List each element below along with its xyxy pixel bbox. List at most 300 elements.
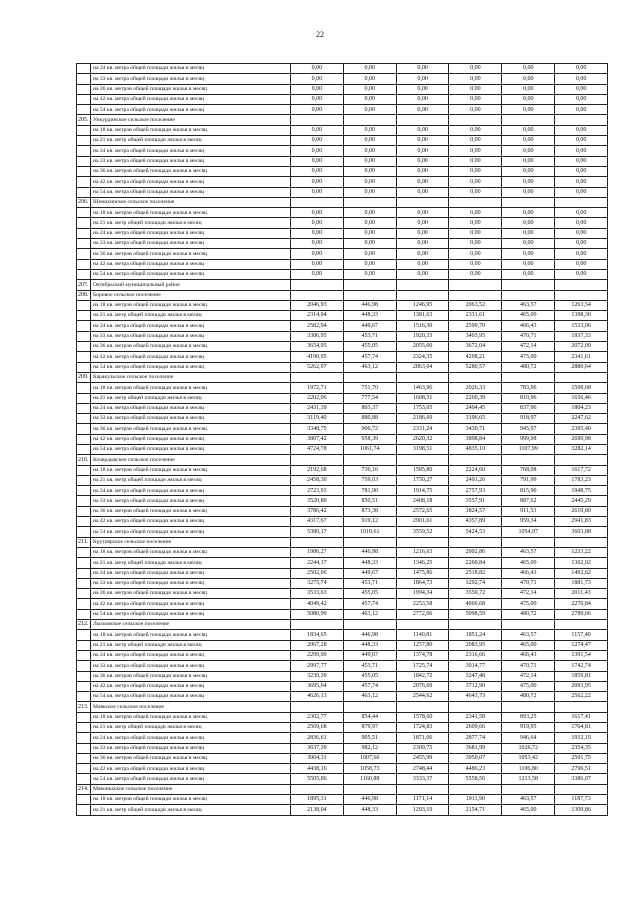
value-cell: 2244,17	[291, 558, 344, 568]
section-row	[77, 290, 608, 300]
value-cell: 0,00	[502, 166, 555, 176]
table-row	[77, 362, 608, 372]
value-cell: 0,00	[291, 94, 344, 104]
value-cell: 0,00	[396, 208, 449, 218]
value-cell: 2154,71	[449, 805, 502, 815]
value-cell: 480,72	[502, 692, 555, 702]
value-cell: 2997,77	[291, 661, 344, 671]
value-cell: 2609,66	[449, 723, 502, 733]
value-cell: 919,95	[502, 723, 555, 733]
table-row	[77, 661, 608, 671]
value-cell: 1834,65	[291, 630, 344, 640]
value-cell: 446,98	[343, 630, 396, 640]
value-cell: 0,00	[396, 125, 449, 135]
table-row	[77, 424, 608, 434]
row-number: 211.	[77, 537, 91, 547]
row-label: на 54 кв. метра общей площади жилья в месяц	[91, 774, 291, 784]
value-cell: 1742,74	[555, 661, 608, 671]
value-cell: 0,00	[343, 156, 396, 166]
value-cell	[555, 455, 608, 465]
value-cell: 2572,65	[396, 506, 449, 516]
value-cell: 0,00	[343, 218, 396, 228]
value-cell: 0,00	[291, 64, 344, 74]
value-cell: 2395,40	[555, 424, 608, 434]
value-cell: 3695,64	[291, 681, 344, 691]
value-cell: 1533,06	[555, 321, 608, 331]
row-number	[77, 733, 91, 743]
value-cell: 1783,23	[555, 475, 608, 485]
value-cell: 2941,83	[555, 517, 608, 527]
row-label: на 21 кв. метр общей площади жилья в месяц	[91, 475, 291, 485]
value-cell: 1171,14	[396, 795, 449, 805]
row-number	[77, 630, 91, 640]
value-cell	[291, 455, 344, 465]
table-row	[77, 228, 608, 238]
value-cell: 3014,77	[449, 661, 502, 671]
value-cell: 2026,33	[449, 383, 502, 393]
value-cell: 2260,84	[449, 558, 502, 568]
value-cell: 0,00	[555, 166, 608, 176]
value-cell: 1107,99	[502, 444, 555, 454]
value-cell: 1374,78	[396, 650, 449, 660]
value-cell: 0,00	[396, 166, 449, 176]
row-label: на 42 кв. метра общей площади жилья в месяц	[91, 681, 291, 691]
value-cell: 0,00	[555, 74, 608, 84]
row-label: на 33 кв. метра общей площади жилья в месяц	[91, 743, 291, 753]
value-cell: 0,00	[449, 187, 502, 197]
row-label: на 36 кв. метров общей площади жилья в месяц	[91, 424, 291, 434]
value-cell: 2796,51	[555, 764, 608, 774]
value-cell: 4643,73	[449, 692, 502, 702]
row-label: на 36 кв. метров общей площади жилья в месяц	[91, 589, 291, 599]
value-cell: 0,00	[291, 187, 344, 197]
value-cell: 1937,33	[555, 331, 608, 341]
value-cell: 2445,29	[555, 496, 608, 506]
value-cell: 5558,56	[449, 774, 502, 784]
value-cell: 2002,86	[449, 547, 502, 557]
value-cell: 3386,07	[555, 774, 608, 784]
value-cell: 0,00	[555, 156, 608, 166]
table-row	[77, 259, 608, 269]
value-cell	[555, 290, 608, 300]
value-cell: 1851,24	[449, 630, 502, 640]
value-cell: 2224,60	[449, 465, 502, 475]
row-number	[77, 177, 91, 187]
value-cell	[343, 784, 396, 794]
table-row	[77, 105, 608, 115]
value-cell: 0,00	[449, 239, 502, 249]
value-cell: 4208,21	[449, 352, 502, 362]
row-number	[77, 517, 91, 527]
value-cell	[502, 537, 555, 547]
value-cell: 0,00	[396, 269, 449, 279]
value-cell: 2192,68	[291, 465, 344, 475]
value-cell: 449,67	[343, 650, 396, 660]
row-label: Мяконькское сельское поселение	[91, 784, 291, 794]
row-number	[77, 249, 91, 259]
row-label: на 36 кв. метров общей площади жилья в месяц	[91, 249, 291, 259]
row-number	[77, 105, 91, 115]
value-cell: 0,00	[343, 166, 396, 176]
value-cell: 0,00	[555, 84, 608, 94]
value-cell: 480,72	[502, 609, 555, 619]
value-cell: 466,43	[502, 650, 555, 660]
table-row	[77, 342, 608, 352]
row-label: на 18 кв. метров общей площади жилья в месяц	[91, 125, 291, 135]
value-cell	[396, 702, 449, 712]
value-cell: 1010,61	[343, 527, 396, 537]
value-cell: 457,74	[343, 681, 396, 691]
value-cell: 1914,75	[396, 486, 449, 496]
value-cell: 4190,95	[291, 352, 344, 362]
row-label: на 42 кв. метра общей площади жилья в месяц	[91, 352, 291, 362]
value-cell: 0,00	[555, 125, 608, 135]
value-cell: 2502,06	[291, 568, 344, 578]
row-number	[77, 239, 91, 249]
value-cell: 1309,86	[555, 805, 608, 815]
value-cell: 463,57	[502, 547, 555, 557]
value-cell: 0,00	[343, 187, 396, 197]
row-number	[77, 94, 91, 104]
value-cell: 4724,78	[291, 444, 344, 454]
value-cell: 1293,19	[396, 805, 449, 815]
value-cell: 0,00	[291, 208, 344, 218]
value-cell: 1160,88	[343, 774, 396, 784]
row-label: на 42 кв. метра общей площади жилья в месяц	[91, 517, 291, 527]
value-cell: 0,00	[291, 156, 344, 166]
row-number	[77, 383, 91, 393]
value-cell: 3557,91	[449, 496, 502, 506]
value-cell: 3198,51	[396, 444, 449, 454]
value-cell: 3196,65	[449, 414, 502, 424]
value-cell: 3292,74	[449, 578, 502, 588]
value-cell: 2083,95	[449, 640, 502, 650]
value-cell: 0,00	[449, 156, 502, 166]
value-cell	[343, 702, 396, 712]
value-cell: 0,00	[502, 94, 555, 104]
value-cell: 0,00	[396, 228, 449, 238]
row-number	[77, 362, 91, 372]
table-row	[77, 321, 608, 331]
value-cell	[396, 620, 449, 630]
row-number: 209.	[77, 372, 91, 382]
value-cell: 768,08	[502, 465, 555, 475]
value-cell: 0,00	[502, 156, 555, 166]
value-cell	[396, 372, 449, 382]
row-label: Октябрьский муниципальный район	[91, 280, 291, 290]
value-cell	[343, 197, 396, 207]
value-cell: 2458,30	[291, 475, 344, 485]
value-cell: 1804,23	[555, 403, 608, 413]
value-cell: 1578,60	[396, 712, 449, 722]
value-cell: 0,00	[502, 239, 555, 249]
value-cell: 1475,86	[396, 568, 449, 578]
row-label: на 21 кв. метр общей площади жилья в месяц	[91, 311, 291, 321]
value-cell: 2316,66	[449, 650, 502, 660]
value-cell	[396, 280, 449, 290]
row-label: на 36 кв. метров общей площади жилья в месяц	[91, 166, 291, 176]
value-cell: 791,99	[502, 475, 555, 485]
value-cell: 1585,80	[396, 465, 449, 475]
value-cell: 0,00	[555, 105, 608, 115]
value-cell	[555, 784, 608, 794]
value-cell: 4626,13	[291, 692, 344, 702]
value-cell: 4317,67	[291, 517, 344, 527]
table-row	[77, 146, 608, 156]
value-cell: 2501,75	[555, 753, 608, 763]
row-label: на 54 кв. метра общей площади жилья в месяц	[91, 269, 291, 279]
table-row	[77, 753, 608, 763]
row-label: на 36 кв. метров общей площади жилья в месяц	[91, 342, 291, 352]
value-cell	[343, 115, 396, 125]
value-cell	[449, 197, 502, 207]
value-cell: 3712,90	[449, 681, 502, 691]
row-number	[77, 259, 91, 269]
table-row	[77, 414, 608, 424]
table-row	[77, 187, 608, 197]
value-cell: 0,00	[396, 136, 449, 146]
table-row	[77, 692, 608, 702]
table-row	[77, 269, 608, 279]
table-row	[77, 723, 608, 733]
value-cell: 3654,95	[291, 342, 344, 352]
row-number: 205.	[77, 115, 91, 125]
value-cell: 463,12	[343, 609, 396, 619]
row-number	[77, 424, 91, 434]
value-cell	[502, 372, 555, 382]
row-label: на 33 кв. метра общей площади жилья в месяц	[91, 578, 291, 588]
row-label: на 24 кв. метра общей площади жилья в месяц	[91, 64, 291, 74]
section-row	[77, 455, 608, 465]
value-cell: 0,00	[502, 64, 555, 74]
table-row	[77, 640, 608, 650]
row-label: Лысковское сельское поселение	[91, 620, 291, 630]
row-label: на 18 кв. метров общей площади жилья в месяц	[91, 795, 291, 805]
value-cell: 0,00	[449, 84, 502, 94]
value-cell: 2331,24	[396, 424, 449, 434]
value-cell	[343, 537, 396, 547]
value-cell	[396, 115, 449, 125]
value-cell: 1911,90	[449, 795, 502, 805]
row-number	[77, 743, 91, 753]
value-cell: 0,00	[343, 105, 396, 115]
value-cell: 3282,14	[555, 444, 608, 454]
row-number	[77, 753, 91, 763]
value-cell: 0,00	[291, 249, 344, 259]
value-cell	[502, 197, 555, 207]
value-cell: 1750,27	[396, 475, 449, 485]
row-label: на 18 кв. метров общей площади жилья в месяц	[91, 465, 291, 475]
value-cell: 0,00	[343, 146, 396, 156]
value-cell: 2299,90	[291, 650, 344, 660]
value-cell: 1724,83	[396, 723, 449, 733]
value-cell: 1274,47	[555, 640, 608, 650]
row-number: 206.	[77, 197, 91, 207]
table-row	[77, 218, 608, 228]
value-cell: 3520,80	[291, 496, 344, 506]
value-cell: 1764,81	[555, 723, 608, 733]
value-cell	[449, 280, 502, 290]
value-cell: 449,67	[343, 568, 396, 578]
value-cell: 5280,57	[449, 362, 502, 372]
value-cell: 1140,81	[396, 630, 449, 640]
value-cell: 0,00	[291, 84, 344, 94]
value-cell: 0,00	[291, 74, 344, 84]
table-row	[77, 589, 608, 599]
value-cell: 1753,05	[396, 403, 449, 413]
value-cell	[343, 290, 396, 300]
value-cell	[555, 197, 608, 207]
row-number	[77, 609, 91, 619]
row-number	[77, 506, 91, 516]
value-cell: 1157,40	[555, 630, 608, 640]
table-row	[77, 383, 608, 393]
value-cell: 0,00	[396, 84, 449, 94]
value-cell: 1948,75	[555, 486, 608, 496]
value-cell	[291, 280, 344, 290]
value-cell: 446,98	[343, 300, 396, 310]
value-cell: 3672,04	[449, 342, 502, 352]
value-cell	[291, 620, 344, 630]
value-cell: 1608,51	[396, 393, 449, 403]
value-cell: 0,00	[502, 125, 555, 135]
value-cell: 2260,39	[449, 393, 502, 403]
value-cell: 0,00	[343, 249, 396, 259]
table-row	[77, 547, 608, 557]
row-label: на 24 кв. метра общей площади жилья в месяц	[91, 403, 291, 413]
value-cell: 3348,75	[291, 424, 344, 434]
table-row	[77, 795, 608, 805]
value-cell: 0,00	[502, 218, 555, 228]
value-cell	[555, 115, 608, 125]
value-cell: 0,00	[502, 177, 555, 187]
value-cell: 1912,19	[555, 733, 608, 743]
value-cell: 999,98	[502, 434, 555, 444]
value-cell: 3807,42	[291, 434, 344, 444]
value-cell: 465,00	[502, 805, 555, 815]
value-cell: 0,00	[449, 136, 502, 146]
value-cell	[502, 280, 555, 290]
value-cell: 1026,72	[502, 743, 555, 753]
value-cell: 3386,95	[291, 331, 344, 341]
row-label: на 54 кв. метра общей площади жилья в месяц	[91, 444, 291, 454]
value-cell: 850,51	[343, 496, 396, 506]
table-row	[77, 156, 608, 166]
value-cell: 0,00	[502, 146, 555, 156]
value-cell: 2093,95	[555, 681, 608, 691]
value-cell: 463,57	[502, 630, 555, 640]
value-cell: 3559,52	[396, 527, 449, 537]
row-number	[77, 300, 91, 310]
value-cell: 1617,41	[555, 712, 608, 722]
row-label: на 36 кв. метров общей площади жилья в месяц	[91, 506, 291, 516]
value-cell: 0,00	[502, 259, 555, 269]
row-number	[77, 74, 91, 84]
value-cell: 455,05	[343, 589, 396, 599]
section-row	[77, 197, 608, 207]
value-cell: 5262,97	[291, 362, 344, 372]
value-cell: 3681,99	[449, 743, 502, 753]
value-cell	[291, 197, 344, 207]
row-number: 210.	[77, 455, 91, 465]
value-cell	[396, 290, 449, 300]
tariff-table	[76, 63, 608, 816]
table-row	[77, 64, 608, 74]
table-row	[77, 311, 608, 321]
value-cell: 1986,27	[291, 547, 344, 557]
row-label: Каракульское сельское поселение	[91, 372, 291, 382]
value-cell: 1516,30	[396, 321, 449, 331]
value-cell: 982,12	[343, 743, 396, 753]
value-cell: 0,00	[449, 125, 502, 135]
value-cell: 0,00	[449, 218, 502, 228]
value-cell	[291, 784, 344, 794]
row-label: на 33 кв. метра общей площади жилья в месяц	[91, 331, 291, 341]
table-row	[77, 743, 608, 753]
value-cell: 2491,26	[449, 475, 502, 485]
row-label: на 24 кв. метра общей площади жилья в месяц	[91, 321, 291, 331]
table-row	[77, 558, 608, 568]
table-row	[77, 239, 608, 249]
value-cell: 3904,31	[291, 753, 344, 763]
value-cell: 1362,92	[555, 558, 608, 568]
row-label: на 21 кв. метр общей площади жилья в месяц	[91, 218, 291, 228]
row-number: 214.	[77, 784, 91, 794]
section-row	[77, 702, 608, 712]
row-label: на 18 кв. метров общей площади жилья в месяц	[91, 547, 291, 557]
value-cell: 1187,73	[555, 795, 608, 805]
section-row	[77, 784, 608, 794]
row-label: на 42 кв. метра общей площади жилья в месяц	[91, 94, 291, 104]
value-cell: 0,00	[343, 239, 396, 249]
table-row	[77, 403, 608, 413]
value-cell: 2341,61	[555, 352, 608, 362]
value-cell: 759,03	[343, 475, 396, 485]
value-cell: 893,25	[502, 712, 555, 722]
value-cell: 5080,99	[291, 609, 344, 619]
table-row	[77, 434, 608, 444]
value-cell: 0,00	[449, 74, 502, 84]
value-cell: 446,98	[343, 547, 396, 557]
value-cell: 0,00	[555, 249, 608, 259]
row-number	[77, 228, 91, 238]
table-row	[77, 331, 608, 341]
value-cell: 3603,88	[555, 527, 608, 537]
value-cell: 1391,54	[555, 650, 608, 660]
value-cell: 0,00	[555, 259, 608, 269]
value-cell: 2055,00	[396, 342, 449, 352]
row-label: на 54 кв. метра общей площади жилья в месяц	[91, 187, 291, 197]
row-label: на 24 кв. метра общей площади жилья в месяц	[91, 650, 291, 660]
value-cell: 5380,17	[291, 527, 344, 537]
value-cell: 0,00	[291, 228, 344, 238]
value-cell: 0,00	[343, 259, 396, 269]
row-number	[77, 589, 91, 599]
row-number: 207.	[77, 280, 91, 290]
value-cell: 2582,94	[291, 321, 344, 331]
value-cell: 2518,82	[449, 568, 502, 578]
row-label: на 24 кв. метра общей площади жилья в месяц	[91, 733, 291, 743]
row-label: на 18 кв. метров общей площади жилья в месяц	[91, 300, 291, 310]
value-cell: 2880,64	[555, 362, 608, 372]
table-row	[77, 136, 608, 146]
value-cell: 0,00	[555, 239, 608, 249]
table-row	[77, 630, 608, 640]
row-label: на 21 кв. метр общей площади жилья в месяц	[91, 136, 291, 146]
value-cell	[502, 115, 555, 125]
row-label: на 21 кв. метр общей площади жилья в месяц	[91, 805, 291, 815]
value-cell: 0,00	[555, 187, 608, 197]
